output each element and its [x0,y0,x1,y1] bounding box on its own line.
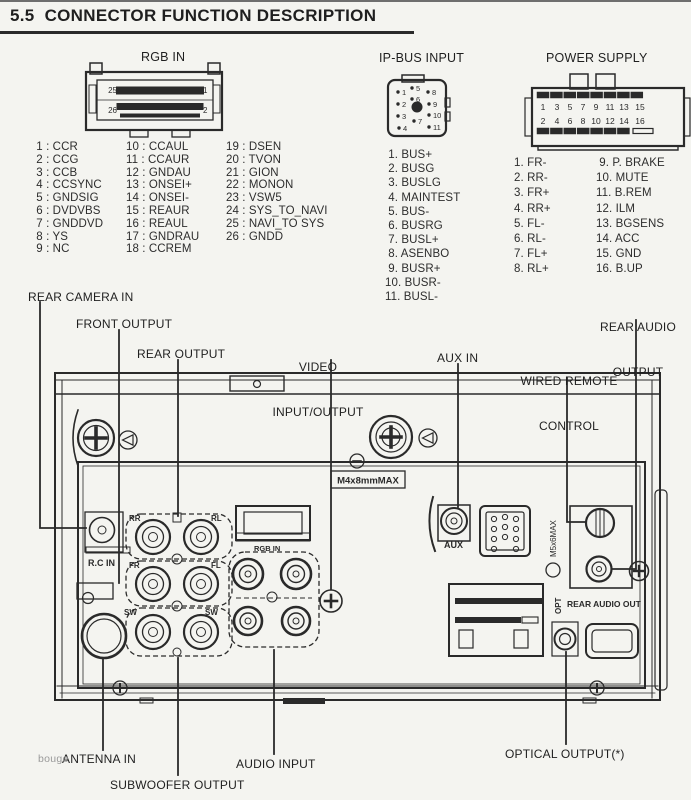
bottom-right-socket [586,624,638,658]
svg-text:14: 14 [619,116,629,126]
power-pin-numbers-row1 [541,102,645,112]
ipbus-socket [480,506,530,556]
scan-edge-line [0,0,691,2]
ipbus-pin: 3. BUSLG [385,177,441,190]
rgb-pin: 11 : CCAUR [126,153,190,166]
svg-text:2: 2 [402,100,407,109]
center-screw-icon [370,416,412,458]
svg-text:5: 5 [416,84,421,93]
rgb-pin: 17 : GNDRAU [126,230,200,243]
callout-aux-in: AUX IN [437,351,479,365]
svg-text:12: 12 [605,116,615,126]
rgb-pin: 24 : SYS_TO_NAVI [226,204,328,217]
rgb-pin: 8 : YS [33,230,69,243]
panel-screw-icon [320,590,342,612]
ipbus-pin: 9. BUSR+ [385,262,441,275]
ipbus-pin: 10. BUSR- [385,276,441,289]
ipbus-pin: 8. ASENBO [385,248,450,261]
rgb-corner-pin-26: 26 [108,106,117,115]
callout-wired-remote-line2: CONTROL [538,419,600,433]
jack-label-rl: RL [211,514,222,523]
svg-text:3: 3 [402,112,407,121]
rgb-pin: 20 : TVON [226,153,282,166]
rgb-pin: 26 : GNDD [226,230,284,243]
svg-text:7: 7 [418,117,423,126]
page-title: 5.5 CONNECTOR FUNCTION DESCRIPTION [10,6,377,25]
svg-text:13: 13 [619,102,629,112]
rgb-pin: 19 : DSEN [226,141,282,153]
power-pin: 13. BGSENS [596,217,665,230]
rgb-pin: 25 : NAVI_TO SYS [226,217,325,230]
rgb-in-heading: RGB IN [141,50,186,64]
rgb-pin: 14 : ONSEI- [126,192,190,205]
svg-text:8: 8 [580,116,586,126]
rgb-pin-list-col2 [126,141,199,256]
power-pin: 15. GND [596,248,642,261]
svg-text:5: 5 [567,102,573,112]
power-pin: 3. FR+ [514,187,550,200]
power-pin: 6. RL- [514,233,546,246]
rgb-corner-pin-2: 2 [203,106,208,115]
ipbus-pin: 11. BUSL- [385,291,439,304]
title-underline [0,31,414,34]
ipbus-connector-drawing [388,75,450,136]
aux-label: AUX [444,540,464,550]
rgb-pin: 9 : NC [33,243,70,256]
rgb-pin-list-col1 [33,141,103,256]
svg-text:3: 3 [554,102,560,112]
rca-jack [136,520,218,649]
rgb-pin: 6 : DVDVBS [33,204,101,217]
rgb-pin: 12 : GNDAU [126,166,191,179]
svg-text:11: 11 [605,102,615,112]
callout-rear-audio-line2: OUTPUT [612,365,664,379]
rgb-pin: 2 : CCG [33,153,79,166]
ipbus-pin: 5. BUS- [385,205,430,218]
output-rca-cluster [124,513,232,656]
svg-text:4: 4 [403,124,408,133]
svg-text:10: 10 [591,116,601,126]
rgb-pin: 1 : CCR [33,141,78,153]
power-pin: 16. B.UP [596,263,643,276]
svg-text:6: 6 [567,116,573,126]
jack-label-fr: FR [129,561,140,570]
rgb-pin: 23 : VSW5 [226,192,282,205]
ipbus-pin: 4. MAINTEST [385,191,461,204]
rgb-pin: 18 : CCREM [126,243,192,256]
callout-video-io-line1: VIDEO [298,360,338,374]
rgb-pin: 3 : CCB [33,166,78,179]
watermark-text: bouge [38,753,69,765]
jack-label-fl: FL [211,561,221,570]
callout-rear-camera-in: REAR CAMERA IN [28,290,134,304]
svg-text:10: 10 [433,111,442,120]
svg-text:1: 1 [540,102,546,112]
power-pin-list-col2 [596,156,665,278]
power-pin: 12. ILM [596,202,636,215]
rgb-corner-pin-1: 1 [203,86,208,95]
power-supply-heading: POWER SUPPLY [546,51,648,65]
power-pin: 7. FL+ [514,248,548,261]
svg-text:15: 15 [635,102,645,112]
rc-in-label: R.C IN [88,558,115,568]
svg-text:6: 6 [416,95,421,104]
callout-rear-output: REAR OUTPUT [137,347,226,361]
rgb-pin-list-col3 [226,141,328,243]
jack-label-sw-right: SW [205,608,218,617]
rear-camera-jack [85,512,130,553]
rgb-in-connector-drawing [86,63,222,137]
optical-output-jack [552,622,578,656]
rgb-pin: 21 : GION [226,166,279,179]
jack-label-sw-left: SW [124,608,137,617]
rgb-pin: 10 : CCAUL [126,141,189,153]
callout-optical-output: OPTICAL OUTPUT(*) [505,747,625,761]
svg-text:9: 9 [593,102,599,112]
callout-rear-audio-output [592,290,684,410]
power-pin: 10. MUTE [596,172,649,185]
screw-size-note: M4x8mmMAX [337,475,399,487]
callout-antenna-in: ANTENNA IN [62,752,137,766]
rear-audio-jack [587,557,612,582]
power-connector-drawing [525,74,690,150]
ipbus-pin: 1. BUS+ [385,149,433,161]
rgb-pin: 15 : REAUR [126,204,190,217]
ipbus-pin: 7. BUSL+ [385,234,439,247]
rgb-pin: 4 : CCSYNC [33,179,102,192]
svg-text:1: 1 [402,88,407,97]
rgb-in-socket [236,506,310,541]
rgb-pin: 7 : GNDDVD [33,217,104,230]
power-pin: 8. RL+ [514,263,549,276]
rgb-socket-label: RGB IN [254,544,281,553]
svg-text:7: 7 [580,102,586,112]
antenna-jack [77,583,126,658]
power-pin-list-col1 [514,156,551,278]
triangle-indicator-icon [119,431,137,449]
svg-text:11: 11 [433,123,441,132]
ipbus-pin: 6. BUSRG [385,220,443,233]
rgb-pin: 22 : MONON [226,179,294,192]
ipbus-pin-list [385,148,460,304]
power-pin: 1. FR- [514,157,547,169]
callout-audio-input: AUDIO INPUT [236,757,316,771]
jack-label-rr: RR [129,514,141,523]
power-pin: 14. ACC [596,233,640,246]
ipbus-pin: 2. BUSG [385,163,435,176]
callout-video-io-line2: INPUT/OUTPUT [272,405,364,419]
callout-front-output: FRONT OUTPUT [76,317,173,331]
rgb-pin: 5 : GNDSIG [33,192,99,205]
svg-text:9: 9 [433,100,438,109]
callout-subwoofer-output: SUBWOOFER OUTPUT [110,778,245,792]
triangle-indicator-icon-2 [419,429,437,447]
power-pin-numbers-row2 [541,116,645,126]
rgb-pin: 16 : REAUL [126,217,188,230]
rgb-corner-pin-25: 25 [108,86,117,95]
callout-wired-remote-line1: WIRED REMOTE [520,374,618,388]
power-pin: 4. RR+ [514,202,551,215]
screw-icon [73,410,114,466]
svg-text:4: 4 [554,116,560,126]
power-pin: 5. FL- [514,217,545,230]
video-audio-rca-cluster [229,552,319,647]
power-pin: 2. RR- [514,172,548,185]
power-supply-socket [449,584,543,656]
opt-label: OPT [554,597,563,614]
rear-audio-panel [570,506,632,588]
m5-note-label: M5x6MAX [549,520,558,557]
callout-rear-audio-line1: REAR AUDIO [599,320,676,334]
power-pin: 9. P. BRAKE [596,157,665,169]
svg-text:8: 8 [432,88,437,97]
rear-audio-out-label: REAR AUDIO OUT [567,599,641,609]
svg-text:16: 16 [635,116,645,126]
wired-remote-jack [586,509,614,537]
ipbus-heading: IP-BUS INPUT [379,51,465,65]
power-pin: 11. B.REM [596,187,652,200]
svg-text:2: 2 [540,116,546,126]
rgb-pin: 13 : ONSEI+ [126,179,192,192]
callout-video-io [260,330,376,450]
